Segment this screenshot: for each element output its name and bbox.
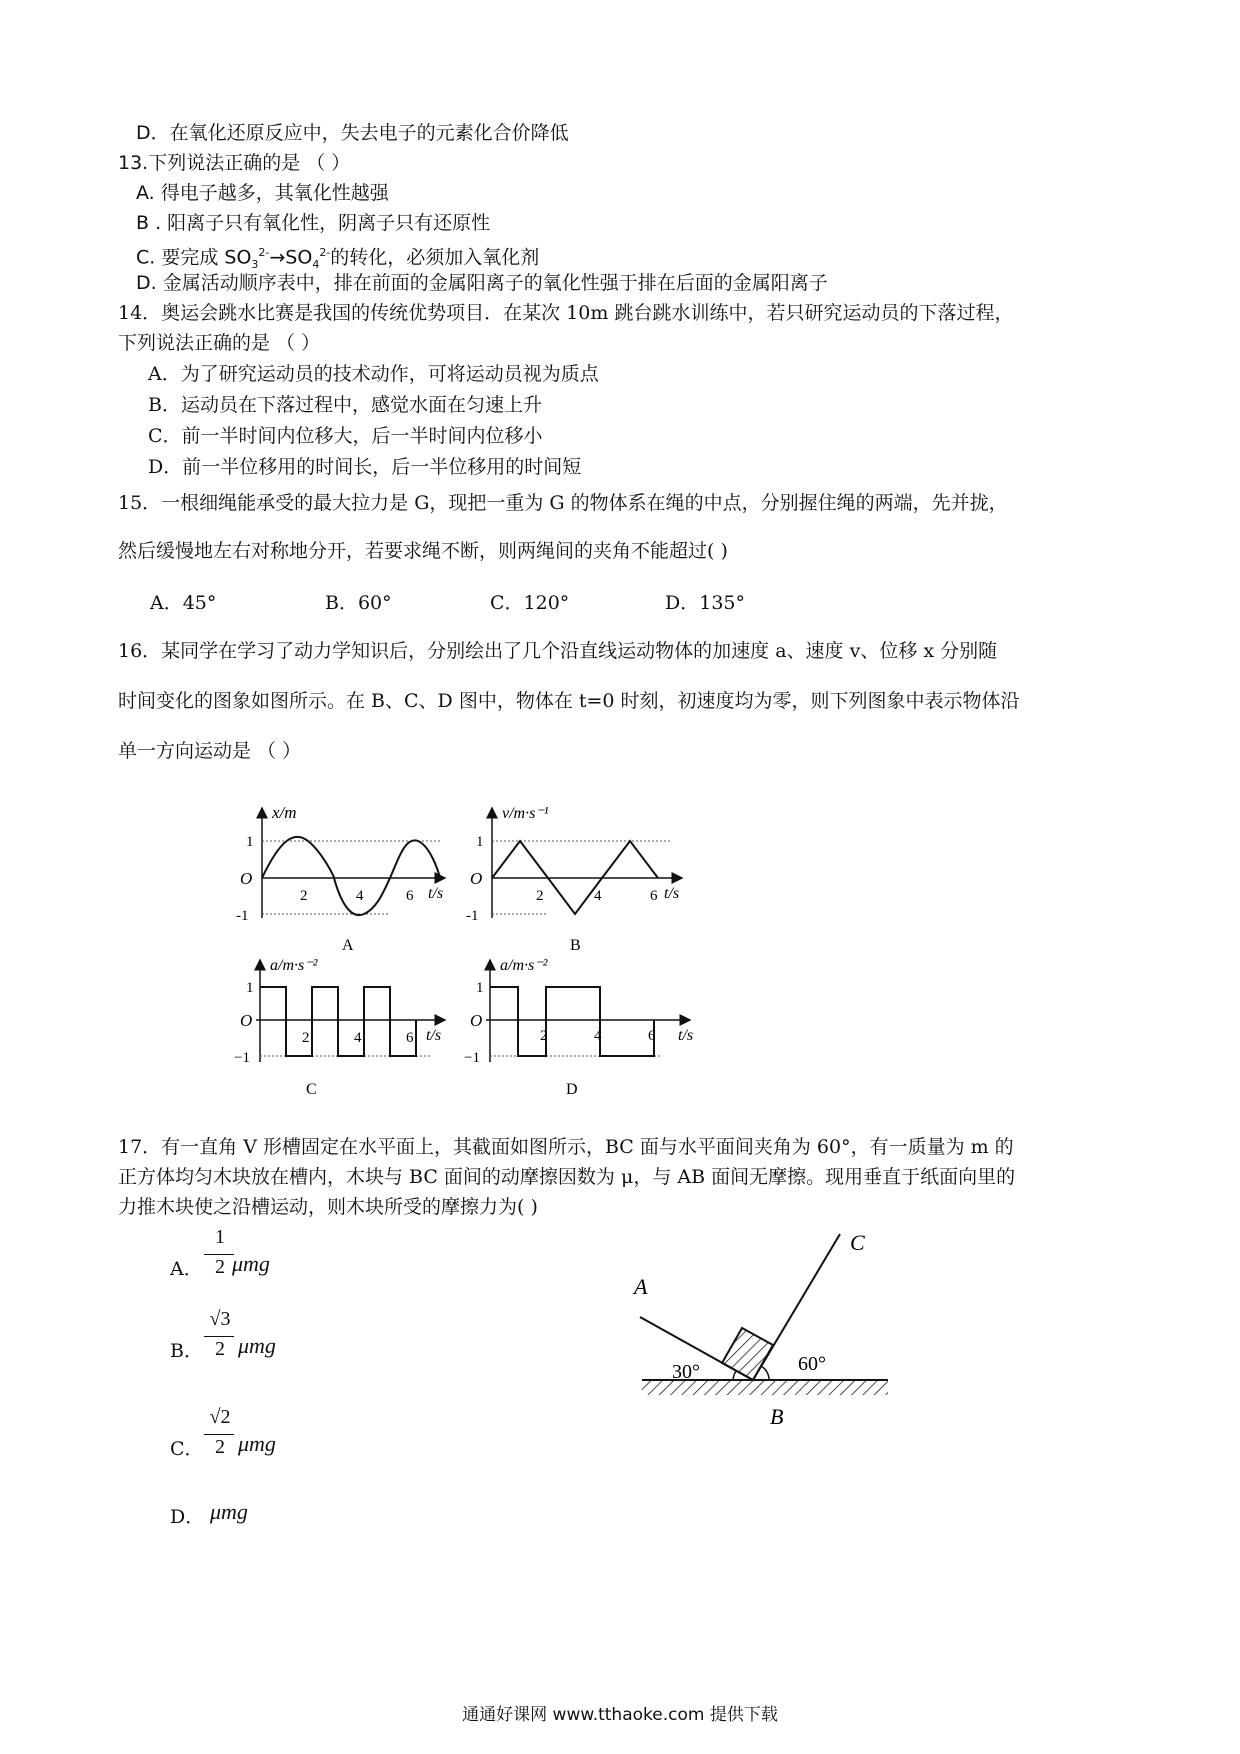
q15-option-b: B．60° (325, 592, 392, 614)
graph-d (464, 957, 693, 1098)
q17-option-c-tail: μmg (238, 1431, 276, 1456)
angle-arc-30 (733, 1371, 736, 1380)
graph-a-tick6: 6 (406, 888, 414, 904)
q13-option-a: A. 得电子越多，其氧化性越强 (136, 182, 389, 204)
angle-arc-60 (761, 1366, 769, 1380)
graph-b (466, 805, 682, 954)
graph-d-ylabel: a/m·s⁻² (500, 957, 548, 974)
graph-a-tick2: 2 (300, 888, 308, 904)
graph-c-origin: O (240, 1011, 253, 1030)
graph-a-ylabel: x/m (272, 803, 297, 822)
q17-v-groove-figure (620, 1230, 900, 1450)
graph-c-label: C (306, 1081, 317, 1098)
graph-d-origin: O (470, 1011, 483, 1030)
graph-c-yneg: −1 (234, 1050, 250, 1066)
graph-c-ypos: 1 (246, 980, 254, 996)
fraction-bar (204, 1336, 234, 1337)
q16-stem-line1: 16．某同学在学习了动力学知识后，分别绘出了几个沿直线运动物体的加速度 a、速度 v、位移 x 分别随 (118, 640, 998, 662)
q16-stem-line3: 单一方向运动是 （ ） (118, 740, 302, 762)
q13-sup1: 2- (258, 246, 270, 259)
q14-option-c: C．前一半时间内位移大，后一半时间内位移小 (148, 425, 543, 447)
graph-d-tick6: 6 (648, 1028, 656, 1044)
q16-stem-line2: 时间变化的图象如图所示。在 B、C、D 图中，物体在 t=0 时刻，初速度均为零，则下列图象中表示物体沿 (118, 690, 1020, 712)
graph-a (236, 803, 445, 954)
footer-watermark: 通通好课网 www.tthaoke.com 提供下载 (462, 1705, 778, 1725)
q17-option-d-tail: μmg (210, 1499, 248, 1524)
q17-stem-line1: 17．有一直角 V 形槽固定在水平面上，其截面如图所示，BC 面与水平面间夹角为 60°，有一质量为 m 的 (118, 1136, 1014, 1158)
graph-b-tick4: 4 (594, 888, 602, 904)
q13-option-d: D. 金属活动顺序表中，排在前面的金属阳离子的氧化性强于排在后面的金属阳离子 (136, 272, 828, 294)
q14-stem-line2: 下列说法正确的是 （ ） (118, 332, 321, 354)
graph-b-tick6: 6 (650, 888, 658, 904)
graph-b-xlabel: t/s (664, 885, 680, 902)
q17-option-b-tail: μmg (238, 1333, 276, 1358)
graph-b-label: B (570, 937, 581, 954)
q13-stem: 13.下列说法正确的是 （ ） (118, 152, 351, 174)
q14-stem-line1: 14．奥运会跳水比赛是我国的传统优势项目．在某次 10m 跳台跳水训练中，若只研究运动员的下落过程， (118, 302, 1014, 324)
graph-b-origin: O (470, 869, 483, 888)
q17-option-a-den: 2 (215, 1256, 225, 1278)
graph-c (234, 957, 445, 1098)
q17-stem-line2: 正方体均匀木块放在槽内，木块与 BC 面间的动摩擦因数为 μ，与 AB 面间无摩擦。现用垂直于纸面向里的 (118, 1166, 1016, 1188)
graph-c-curve (260, 987, 416, 1056)
angle-60-label: 60° (798, 1353, 826, 1375)
graph-d-yneg: −1 (464, 1050, 480, 1066)
graph-c-xlabel: t/s (426, 1027, 442, 1044)
graph-d-tick4: 4 (594, 1028, 602, 1044)
graph-b-ypos: 1 (476, 834, 484, 850)
q17-stem-line3: 力推木块使之沿槽运动，则木块所受的摩擦力为( ) (118, 1196, 538, 1218)
q17-option-c-den: 2 (215, 1436, 225, 1458)
q17-option-a-num: 1 (215, 1226, 225, 1248)
q13-arrow: →SO (269, 246, 313, 269)
angle-30-label: 30° (672, 1361, 700, 1383)
graph-b-ylabel: v/m·s⁻¹ (502, 805, 549, 822)
graph-a-yneg: -1 (236, 908, 249, 924)
graph-c-tick4: 4 (354, 1030, 362, 1046)
q12-option-d: D．在氧化还原反应中，失去电子的元素化合价降低 (136, 122, 569, 144)
q17-option-a-letter: A． (170, 1258, 203, 1280)
q13-option-c-post: 的转化，必须加入氧化剂 (330, 246, 540, 269)
graph-a-tick4: 4 (356, 888, 364, 904)
q17-option-c-letter: C． (170, 1438, 204, 1460)
graph-c-ylabel: a/m·s⁻² (270, 957, 318, 974)
graph-c-tick6: 6 (406, 1030, 414, 1046)
q13-option-c-pre: C. 要完成 SO (136, 246, 252, 269)
q16-graphs (230, 800, 790, 1120)
q17-option-c-fraction (200, 1406, 240, 1466)
q17-option-b-fraction (200, 1308, 240, 1368)
q15-stem-line2: 然后缓慢地左右对称地分开，若要求绳不断，则两绳间的夹角不能超过( ) (118, 540, 728, 562)
q17-option-d-letter: D． (170, 1506, 205, 1528)
fraction-bar (204, 1434, 234, 1435)
label-a: A (634, 1274, 648, 1299)
graph-d-tick2: 2 (540, 1028, 548, 1044)
graph-d-curve (490, 987, 654, 1056)
q17-option-b-den: 2 (215, 1338, 225, 1360)
graph-a-xlabel: t/s (428, 885, 444, 902)
graph-a-label: A (342, 937, 354, 954)
q17-option-b-num: √3 (209, 1308, 231, 1330)
fraction-bar (204, 1254, 234, 1255)
q15-option-c: C．120° (490, 592, 570, 614)
graph-c-tick2: 2 (302, 1030, 310, 1046)
label-c: C (850, 1230, 865, 1255)
q14-option-a: A．为了研究运动员的技术动作，可将运动员视为质点 (148, 363, 599, 385)
graph-b-tick2: 2 (536, 888, 544, 904)
q15-option-a: A．45° (150, 592, 217, 614)
q17-option-b-letter: B． (170, 1340, 203, 1362)
q13-option-b: B . 阳离子只有氧化性，阴离子只有还原性 (136, 212, 491, 234)
graph-b-yneg: -1 (466, 908, 479, 924)
q13-sub2: 4 (312, 258, 320, 272)
q17-option-a-tail: μmg (232, 1251, 270, 1276)
graph-a-origin: O (240, 869, 253, 888)
q17-option-c-num: √2 (209, 1406, 231, 1428)
wooden-block (722, 1328, 773, 1380)
graph-a-ypos: 1 (246, 834, 254, 850)
q13-sup2: 2- (319, 246, 331, 259)
label-b: B (770, 1404, 784, 1429)
q15-option-d: D．135° (665, 592, 745, 614)
q13-sub1: 3 (251, 258, 259, 272)
graph-d-xlabel: t/s (678, 1027, 694, 1044)
q14-option-b: B．运动员在下落过程中，感觉水面在匀速上升 (148, 394, 542, 416)
graph-d-label: D (566, 1081, 578, 1098)
q14-option-d: D．前一半位移用的时间长，后一半位移用的时间短 (148, 456, 582, 478)
ground-hatch (642, 1381, 888, 1395)
graph-d-ypos: 1 (476, 980, 484, 996)
q15-stem-line1: 15．一根细绳能承受的最大拉力是 G，现把一重为 G 的物体系在绳的中点，分别握住绳的两端，先并拢， (118, 492, 1008, 514)
